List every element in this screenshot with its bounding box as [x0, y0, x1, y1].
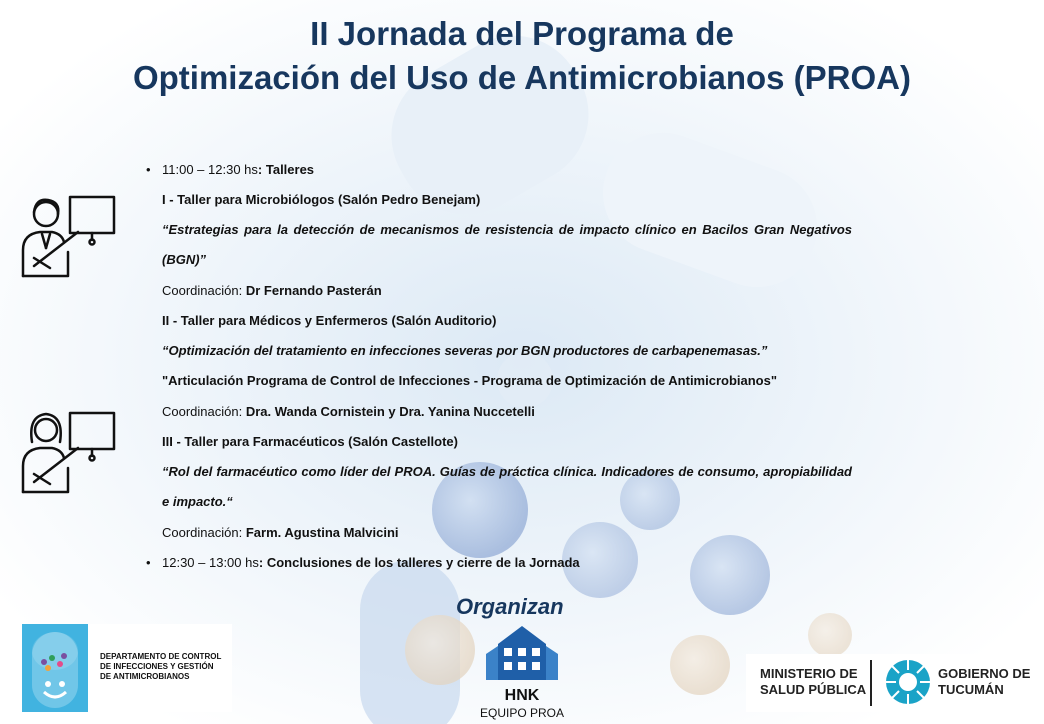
- taller1-coordinacion: Coordinación: Dr Fernando Pasterán: [162, 283, 382, 298]
- page-title-line2: Optimización del Uso de Antimicrobianos (PROA): [132, 59, 911, 96]
- time: 12:30 – 13:00 hs: [162, 555, 259, 570]
- presenter-male-icon: [20, 192, 120, 278]
- coordinator-name: Dra. Wanda Cornistein y Dra. Yanina Nuccetelli: [245, 404, 535, 419]
- taller2-quote-2: "Articulación Programa de Control de Infecciones - Programa de Optimización de Antimicrobianos": [162, 373, 778, 388]
- taller2-quote: “Optimización del tratamiento en infecciones severas por BGN productores de carbapenemasas.”: [162, 343, 768, 358]
- taller2-coordinacion: Coordinación: Dra. Wanda Cornistein y Dra. Yanina Nuccetelli: [162, 404, 535, 419]
- bullet-icon: •: [146, 555, 151, 570]
- taller1-title: I - Taller para Microbiólogos (Salón Pedro Benejam): [162, 192, 481, 207]
- time: 11:00 – 12:30 hs: [162, 162, 258, 177]
- taller2-title: II - Taller para Médicos y Enfermeros (Salón Auditorio): [162, 313, 497, 328]
- gobierno-tucuman-logo: MINISTERIO DE SALUD PÚBLICA GOBIERNO DE TUCUMÁN: [746, 654, 1042, 712]
- hnk-building-icon: [478, 624, 566, 704]
- presenter-female-icon: [20, 408, 120, 494]
- item-label: Conclusiones de los talleres y cierre de la Jornada: [266, 555, 580, 570]
- taller3-title: III - Taller para Farmacéuticos (Salón Castellote): [162, 434, 458, 449]
- sun-emblem-icon: [884, 658, 932, 706]
- taller3-coordinacion: Coordinación: Farm. Agustina Malvicini: [162, 525, 399, 540]
- coordinator-name: Farm. Agustina Malvicini: [245, 525, 399, 540]
- bullet-icon: •: [146, 162, 151, 177]
- taller3-quote: “Rol del farmacéutico como líder del PROA. Guías de práctica clínica. Indicadores de consumo, apropiabilidad: [162, 464, 852, 479]
- organizan-heading: Organizan: [456, 594, 564, 619]
- page-title-line1: II Jornada del Programa de: [310, 15, 734, 52]
- pill-logo-icon: [22, 624, 88, 712]
- item-label: Talleres: [265, 162, 315, 177]
- taller1-quote: “Estrategias para la detección de mecanismos de resistencia de impacto clínico en Bacilos Gran Negativos: [162, 222, 852, 237]
- schedule-item-talleres: • 11:00 – 12:30 hs: Talleres: [146, 162, 315, 177]
- taller1-quote-cont: (BGN)”: [162, 252, 207, 267]
- taller3-quote-cont: e impacto.“: [162, 494, 233, 509]
- coordinator-name: Dr Fernando Pasterán: [245, 283, 382, 298]
- svg-text:HNK: HNK: [504, 687, 540, 704]
- hnk-equipo-proa-logo: [478, 624, 566, 720]
- dept-control-infecciones-logo: DEPARTAMENTO DE CONTROL DE INFECCIONES Y GESTIÓN DE ANTIMICROBIANOS: [22, 624, 232, 712]
- schedule-item-conclusiones: • 12:30 – 13:00 hs: Conclusiones de los talleres y cierre de la Jornada: [146, 555, 580, 570]
- logo-divider: [870, 660, 872, 706]
- equipo-proa-label: EQUIPO PROA: [479, 706, 565, 720]
